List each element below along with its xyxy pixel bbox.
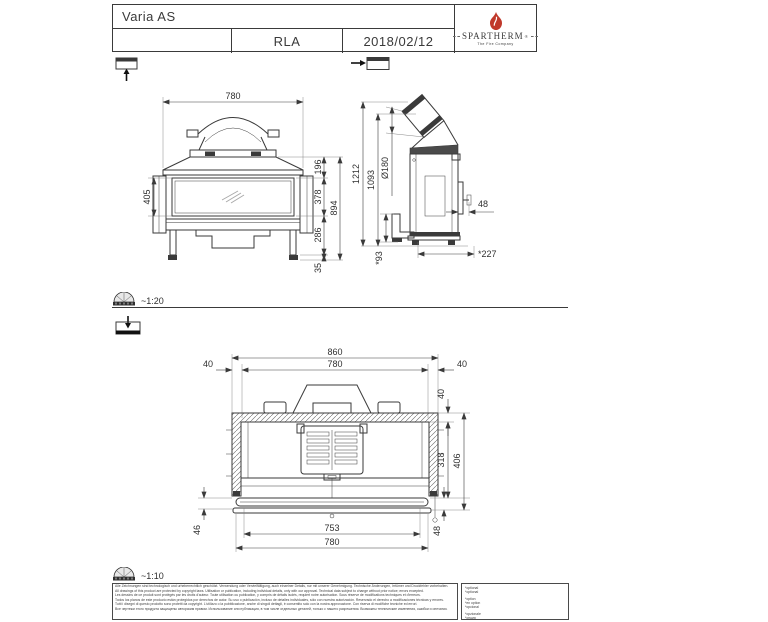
legend-line: *optional: [465, 589, 479, 594]
footnote-legend-box: [461, 583, 569, 620]
legend-line: *option: [465, 596, 476, 601]
dim-label-318: 318: [436, 452, 446, 468]
side-flue-stub: [402, 95, 444, 138]
scale-row-upper: [112, 292, 164, 306]
disclaimer-line: Все чертежи этого продукта защищены авторским правом. Использование или публикация, в том числе отдельных деталей, только с нашего разрешения. Возможны технические изменения, ошибки и опечатки.: [115, 607, 448, 612]
plan-handle-knob: [330, 514, 334, 518]
dim-label-196: 196: [313, 159, 323, 175]
plan-convection-grille: [297, 424, 367, 480]
scale-protractor-icon-2: [112, 567, 136, 581]
dim-label-46: 46: [192, 524, 202, 536]
dim-label-48-side: 48: [478, 199, 489, 209]
side-base: [408, 232, 460, 245]
plan-glass-front: [233, 496, 437, 522]
front-side-wings: [153, 176, 313, 233]
plan-wall-foot-left: [233, 491, 240, 496]
dim-label-753: 753: [324, 523, 340, 533]
dim-label-405: 405: [142, 189, 152, 205]
legend-line: *опция: [465, 616, 476, 620]
plan-bracket-right: [378, 402, 400, 413]
front-flange: [190, 150, 276, 157]
side-body: [410, 154, 458, 236]
dim-label-378: 378: [313, 189, 323, 205]
side-front-bracket: [392, 214, 414, 242]
disclaimer-line: Alle Zeichnungen sind technologisch und urheberrechtlich geschützt. Verwendung oder Vervielfältigung, auch einzelner Details, nur mit unserer Genehmigung. Technische Änderungen, Irrtümer und Druckfehler vorbehalten.: [115, 584, 449, 588]
dim-label-860: 860: [327, 347, 343, 357]
legend-line: *opcional: [465, 605, 479, 609]
front-body: [166, 175, 300, 219]
brand-name: SPARTHERM: [461, 31, 524, 41]
scale-label-lower: ~1:10: [141, 571, 164, 581]
disclaimer-line: Tutti i disegni di questo prodotto sono protetti da copyright. L'utilizzo o la pubblicazione, anche di singoli dettagli, è consentito solo con la nostra approvazione. Con riserva di modifiche tecniche ed errori.: [115, 602, 418, 607]
front-hood: [163, 157, 303, 170]
brand-name-line: [451, 31, 540, 41]
dim-label-40-rear: 40: [436, 388, 446, 400]
front-view-drawing: [138, 88, 353, 273]
front-glass: [172, 178, 294, 216]
dim-label-93: *93: [374, 251, 384, 265]
flame-icon: [222, 191, 244, 203]
front-legs: [168, 230, 298, 260]
brand-logo: [454, 5, 536, 53]
dim-side-body-height: [366, 114, 416, 246]
drawing-date: 2018/02/12: [342, 29, 454, 53]
plan-bracket-left: [264, 402, 286, 413]
legend-line: *en option: [465, 600, 481, 605]
front-base-band: [166, 219, 300, 230]
plan-chimney-hood: [293, 385, 371, 413]
dim-label-406: 406: [452, 453, 462, 469]
dim-label-1212: 1212: [351, 163, 361, 185]
drawn-by: RLA: [231, 29, 342, 53]
disclaimer-line: Todos los planos de este producto están protegidos por derechos de autor. Su uso o publicación, incluso de detalles individuales, sólo con nuestra autorización. Reservado el derecho a modificaciones técnicas y errores.: [115, 597, 444, 602]
dim-glass-height: [142, 178, 172, 216]
dim-label-227: *227: [478, 249, 497, 259]
legend-line: *opzionale: [465, 611, 481, 616]
dim-label-40-left: 40: [202, 359, 214, 369]
dim-plan-top: [203, 347, 467, 418]
scale-row-lower: [112, 567, 164, 581]
disclaimer-line: All drawings of this product are protected by copyright laws. Utilisation or publication, including individual details, only with our approval. Technical data subject to change without prior notice; errors excepted.: [115, 588, 424, 593]
scale-label-upper: ~1:20: [141, 296, 164, 306]
disclaimer-box: [112, 583, 458, 620]
dim-label-1093: 1093: [366, 169, 376, 191]
front-top-plate: [163, 170, 303, 175]
dim-label-d180: Ø180: [380, 156, 390, 180]
dim-label-780-top: 780: [225, 91, 241, 101]
model-name: Varia AS: [113, 5, 454, 29]
disclaimer-line: Les dessins de ce produit sont protégés par les droits d'auteur. Toute utilisation ou publication, y compris de détails isolés, requiert notre autorisation. Sous réserve de modifications techniques et d'erreurs.: [115, 593, 421, 598]
scale-protractor-icon: [112, 292, 136, 306]
plan-hinge-pin: [433, 518, 437, 522]
dim-side-48: [446, 199, 494, 216]
dim-plan-46: [192, 487, 233, 535]
dim-front-width: [163, 91, 303, 168]
dim-label-780-plan-bottom: 780: [324, 537, 340, 547]
plan-wall-foot-right: [430, 491, 437, 496]
dim-plan-bottom: [236, 508, 428, 552]
registered-mark: ®: [524, 33, 530, 39]
side-view-drawing: [328, 88, 513, 278]
side-view-direction-icon: [350, 55, 392, 73]
front-view-direction-icon: [113, 55, 141, 83]
flame-logo-icon: [489, 12, 503, 30]
logo-dash-right: [531, 36, 538, 37]
plan-view-direction-icon: [113, 315, 143, 337]
logo-dash-left: [453, 36, 460, 37]
dim-label-894: 894: [329, 200, 339, 216]
section-divider-line: [112, 307, 568, 308]
dim-label-40-right: 40: [456, 359, 468, 369]
plan-view-drawing: [186, 346, 486, 574]
legend-line: *optional: [465, 585, 479, 590]
front-ash-drawer: [196, 230, 270, 248]
dim-side-227: [418, 242, 497, 259]
title-block-empty-cell: [113, 29, 231, 53]
brand-tagline: The Fire Company: [477, 42, 514, 46]
dim-label-780-plan-top: 780: [327, 359, 343, 369]
title-block: [112, 4, 537, 52]
dim-label-48-plan: 48: [432, 525, 442, 537]
dim-label-286: 286: [313, 227, 323, 243]
dim-label-35: 35: [313, 262, 323, 273]
front-dome-cap: [187, 118, 279, 151]
